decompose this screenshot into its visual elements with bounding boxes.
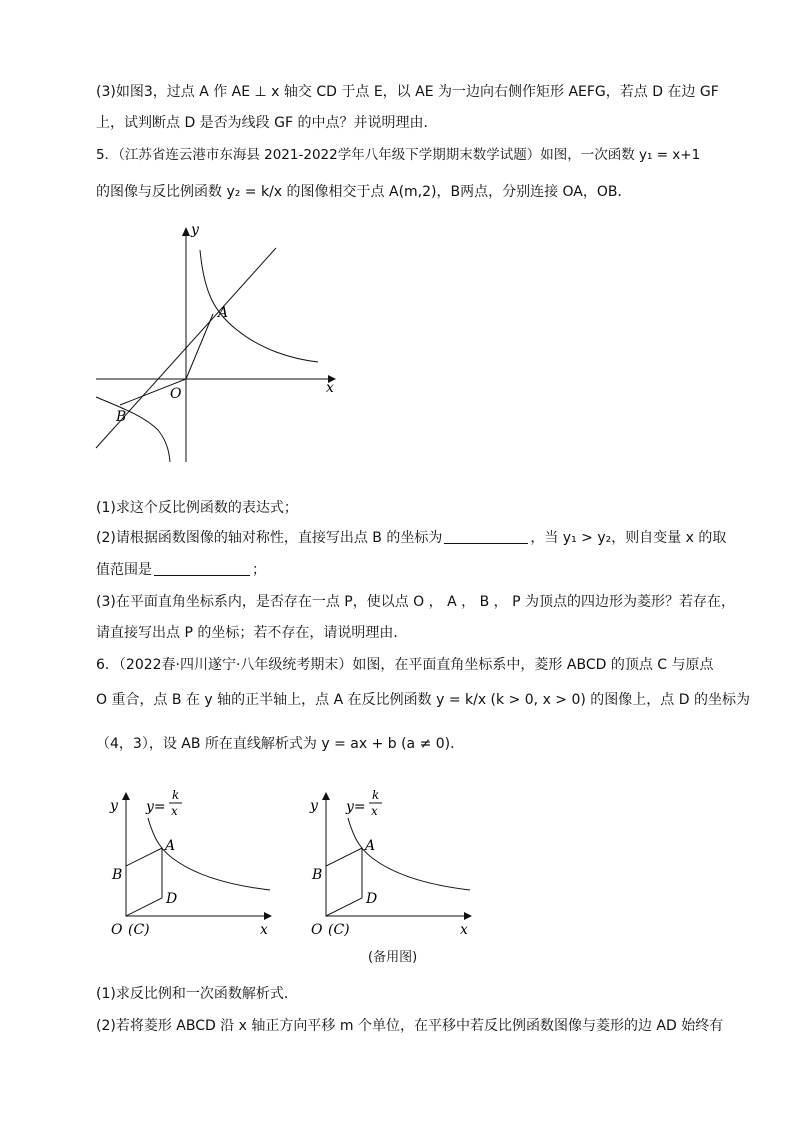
q6a-x-arrow	[264, 912, 272, 920]
q5-part2-text-c: 值范围是	[96, 562, 152, 578]
q6b-label-origin: O	[311, 922, 323, 938]
q6b-label-D: D	[366, 891, 378, 907]
q6a-rhombus	[126, 848, 162, 916]
q5-label-origin: O	[170, 386, 182, 402]
q6-part2: (2)若将菱形 ABCD 沿 x 轴正方向平移 m 个单位，在平移中若反比例函数图像与菱形的边 AD 始终有	[96, 1018, 724, 1034]
q5-label-A: A	[218, 305, 229, 321]
q5-answer-blank-range	[154, 561, 250, 576]
q4-part3-line2: 上，试判断点 D 是否为线段 GF 的中点？并说明理由．	[96, 115, 438, 131]
q6-part1: (1)求反比例和一次函数解析式．	[96, 986, 298, 1002]
q6b-label-func: y=	[346, 799, 366, 815]
q6b-label-xden: x	[371, 804, 378, 818]
q5-part3-line2: 请直接写出点 P 的坐标；若不存在，请说明理由．	[96, 625, 408, 641]
q5-stem-line1: 5．（江苏省连云港市东海县 2021-2022学年八年级下学期期末数学试题）如图，一次函数 y₁ = x+1	[96, 147, 701, 163]
q6a-label-func: y=	[146, 799, 166, 815]
q6b-label-y: y	[310, 798, 318, 814]
q6b-rhombus	[326, 848, 362, 916]
q6a-label-origin: O	[111, 922, 123, 938]
q5-part2-text-b: ，当 y₁ > y₂，则自变量 x 的取	[530, 530, 727, 546]
q6b-label-B: B	[312, 867, 323, 883]
q6b-label-k: k	[372, 788, 380, 802]
q6-figure-backup	[306, 786, 478, 938]
q5-segment-OA	[186, 314, 213, 379]
q6b-label-A: A	[365, 838, 376, 854]
q6-stem-line3: （4，3），设 AB 所在直线解析式为 y = ax + b (a ≠ 0)．	[96, 736, 465, 752]
q6a-label-C: (C)	[128, 922, 150, 938]
q6a-label-k: k	[172, 788, 180, 802]
q6b-y-arrow	[322, 792, 330, 800]
q6a-label-D: D	[166, 891, 178, 907]
q6b-hyperbola	[348, 818, 470, 890]
q6a-hyperbola	[148, 818, 270, 890]
q5-part2-line2	[96, 560, 266, 580]
q5-part1: (1)求这个反比例函数的表达式；	[96, 500, 298, 516]
q5-part2-line1	[96, 528, 726, 548]
q6a-label-y: y	[110, 798, 118, 814]
q6b-label-C: (C)	[328, 922, 350, 938]
q6a-label-A: A	[165, 838, 176, 854]
q4-part3-line1: (3)如图3，过点 A 作 AE ⊥ x 轴交 CD 于点 E，以 AE 为一边向右侧作矩形 AEFG，若点 D 在边 GF	[96, 84, 719, 100]
q6-backup-caption: (备用图)	[368, 950, 418, 965]
q5-figure	[92, 222, 348, 464]
q6b-x-arrow	[464, 912, 472, 920]
q5-answer-blank-B	[444, 529, 528, 544]
q6-stem-line2: O 重合，点 B 在 y 轴的正半轴上，点 A 在反比例函数 y = k/x (k > 0, x > 0) 的图像上，点 D 的坐标为	[96, 692, 750, 708]
q5-label-B: B	[116, 409, 127, 425]
q6b-label-x: x	[460, 922, 468, 938]
q6a-y-arrow	[122, 792, 130, 800]
q5-part2-text-d: ；	[252, 562, 266, 578]
q6a-label-x: x	[260, 922, 268, 938]
q6-figure-main	[106, 786, 278, 938]
q5-y-arrow	[182, 227, 190, 236]
q5-part3-line1: (3)在平面直角坐标系内，是否存在一点 P，使以点 O ， A ， B ， P 为顶点的四边形为菱形？若存在，	[96, 594, 735, 610]
q6a-label-B: B	[112, 867, 123, 883]
q5-label-x: x	[326, 380, 334, 396]
q6a-label-xden: x	[171, 804, 178, 818]
q5-label-y: y	[191, 222, 199, 238]
q5-part2-text-a: (2)请根据函数图像的轴对称性，直接写出点 B 的坐标为	[96, 530, 443, 546]
q5-stem-line2: 的图像与反比例函数 y₂ = k/x 的图像相交于点 A(m,2)，B两点，分别连接 OA，OB．	[96, 184, 632, 200]
q6-stem-line1: 6．（2022春·四川遂宁·八年级统考期末）如图，在平面直角坐标系中，菱形 ABCD 的顶点 C 与原点	[96, 657, 714, 673]
